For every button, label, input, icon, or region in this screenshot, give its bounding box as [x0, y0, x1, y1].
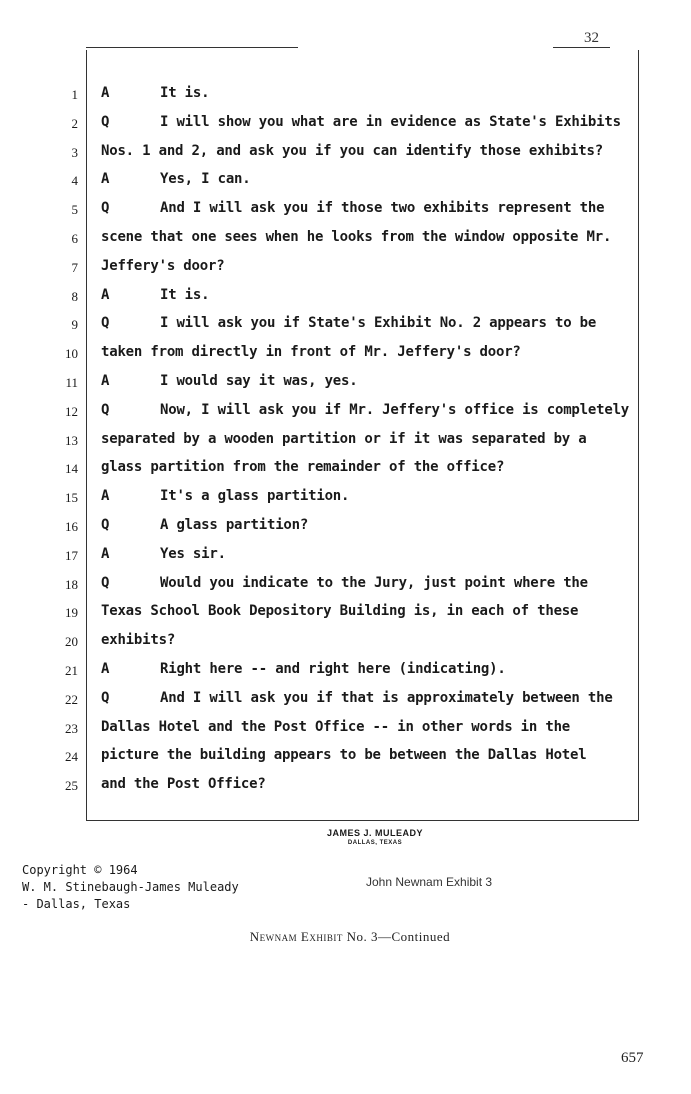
line-number: 19	[65, 605, 78, 621]
line-text: Yes sir.	[160, 545, 226, 562]
line-number: 7	[71, 259, 78, 275]
line-text: Now, I will ask you if Mr. Jeffery's office is completely	[160, 401, 630, 418]
line-number: 10	[65, 346, 78, 362]
line-number: 15	[65, 490, 78, 506]
transcript-line	[0, 515, 691, 541]
speaker-label: Q	[101, 200, 110, 217]
transcript-line	[0, 659, 691, 685]
line-text: exhibits?	[101, 632, 176, 649]
speaker-label: A	[101, 545, 110, 562]
line-text: taken from directly in front of Mr. Jeffery's door?	[101, 344, 521, 361]
top-rule-right	[553, 47, 610, 48]
speaker-label: Q	[101, 689, 110, 706]
reporter-name: JAMES J. MULEADY	[326, 828, 423, 838]
transcript-line	[0, 630, 691, 656]
line-text: I will ask you if State's Exhibit No. 2 appears to be	[160, 315, 597, 332]
line-number: 12	[65, 403, 78, 419]
transcript-line	[0, 486, 691, 512]
transcript-line	[0, 717, 691, 743]
frame-bottom-border	[86, 820, 639, 821]
copyright-line-3: - Dallas, Texas	[22, 897, 131, 911]
line-number: 17	[65, 547, 78, 563]
transcript-line	[0, 544, 691, 570]
line-text: Jeffery's door?	[101, 257, 225, 274]
line-text: Texas School Book Depository Building is, in each of these	[101, 603, 579, 620]
line-number: 1	[71, 87, 78, 102]
line-text: It is.	[160, 85, 210, 101]
line-number: 14	[65, 461, 78, 477]
line-text: Would you indicate to the Jury, just point where the	[160, 574, 588, 591]
line-number: 2	[71, 115, 78, 131]
transcript-line	[0, 285, 691, 311]
line-number: 4	[71, 173, 78, 189]
line-number: 6	[71, 231, 78, 246]
line-text: Dallas Hotel and the Post Office -- in other words in the	[101, 718, 571, 735]
transcript-line	[0, 457, 691, 483]
line-text: picture the building appears to be between the Dallas Hotel	[101, 747, 587, 764]
transcript-line	[0, 400, 691, 426]
line-text: And I will ask you if those two exhibits represent the	[160, 200, 605, 217]
line-number: 3	[71, 144, 78, 160]
line-number: 21	[65, 663, 78, 678]
caption-suffix: No. 3—Continued	[342, 929, 451, 944]
page-number-top: 32	[584, 30, 599, 46]
line-text: separated by a wooden partition or if it was separated by a	[101, 430, 587, 447]
page-number-bottom: 657	[621, 1050, 644, 1066]
line-text: And I will ask you if that is approximately between the	[160, 689, 613, 706]
caption-prefix: Newnam Exhibit	[249, 929, 343, 944]
speaker-label: A	[101, 85, 110, 101]
transcript-line	[0, 227, 691, 253]
speaker-label: Q	[101, 315, 110, 332]
transcript-line	[0, 429, 691, 455]
line-number: 18	[65, 576, 78, 592]
line-text: Right here -- and right here (indicating).	[160, 661, 506, 677]
transcript-line	[0, 83, 691, 109]
line-number: 11	[65, 375, 78, 390]
speaker-label: A	[101, 286, 110, 303]
line-number: 8	[71, 288, 78, 304]
copyright-line-2: W. M. Stinebaugh-James Muleady	[22, 880, 239, 894]
page-caption	[0, 929, 691, 945]
line-text: scene that one sees when he looks from the window opposite Mr.	[101, 229, 612, 245]
speaker-label: Q	[101, 574, 110, 591]
line-text: Nos. 1 and 2, and ask you if you can identify those exhibits?	[101, 142, 603, 159]
transcript-line	[0, 371, 691, 397]
line-number: 9	[71, 317, 78, 333]
line-number: 25	[65, 778, 78, 794]
line-text: glass partition from the remainder of the office?	[101, 459, 505, 476]
speaker-label: Q	[101, 401, 110, 418]
transcript-line	[0, 688, 691, 714]
transcript-line	[0, 573, 691, 599]
speaker-label: Q	[101, 517, 110, 533]
reporter-city: DALLAS, TEXAS	[347, 840, 403, 846]
copyright-notice	[22, 862, 239, 913]
line-number: 16	[65, 519, 78, 534]
line-number: 5	[71, 202, 78, 218]
speaker-label: A	[101, 488, 110, 505]
exhibit-label: John Newnam Exhibit 3	[366, 875, 493, 889]
line-text: I would say it was, yes.	[160, 373, 358, 389]
transcript-line	[0, 141, 691, 167]
line-number: 20	[65, 634, 78, 650]
transcript-line	[0, 313, 691, 339]
copyright-line-1: Copyright © 1964	[22, 863, 138, 877]
line-number: 24	[65, 749, 78, 765]
line-number: 13	[65, 432, 78, 448]
line-text: It is.	[160, 286, 210, 303]
speaker-label: A	[101, 171, 110, 188]
line-text: A glass partition?	[160, 517, 309, 533]
transcript-line	[0, 342, 691, 368]
speaker-label: A	[101, 661, 110, 677]
speaker-label: A	[101, 373, 110, 389]
line-number: 23	[65, 720, 78, 736]
transcript-line	[0, 774, 691, 800]
transcript-line	[0, 256, 691, 282]
transcript-line	[0, 112, 691, 138]
top-rule-left	[86, 47, 298, 48]
transcript-line	[0, 745, 691, 771]
line-text: and the Post Office?	[101, 776, 266, 793]
line-text: Yes, I can.	[160, 171, 251, 188]
line-text: I will show you what are in evidence as State's Exhibits	[160, 113, 621, 130]
transcript-line	[0, 198, 691, 224]
transcript-line	[0, 601, 691, 627]
line-text: It's a glass partition.	[160, 488, 350, 505]
line-number: 22	[65, 691, 78, 707]
transcript-line	[0, 169, 691, 195]
speaker-label: Q	[101, 113, 110, 130]
